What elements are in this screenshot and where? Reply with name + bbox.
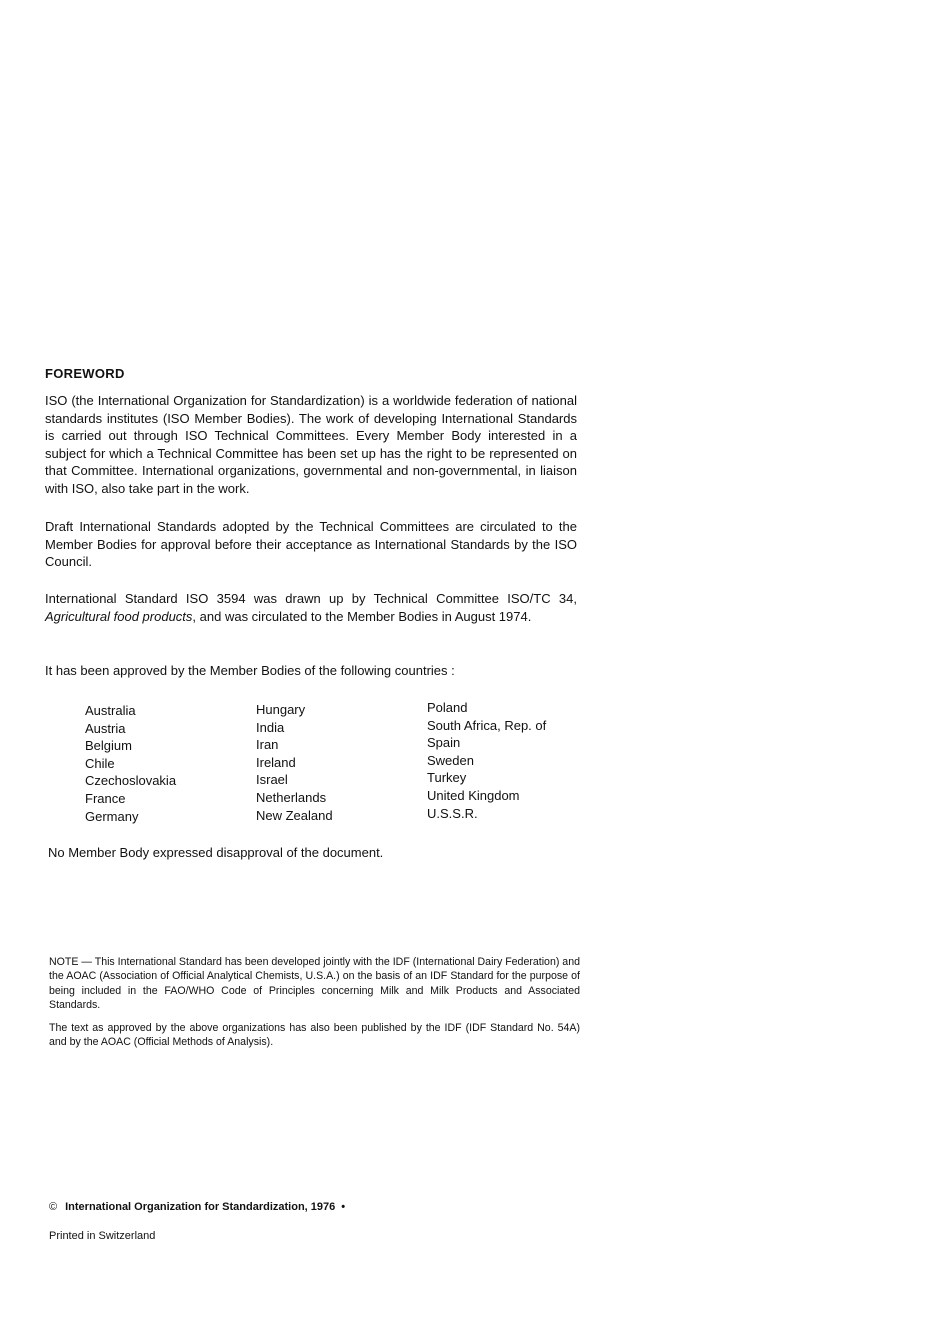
foreword-paragraph-no-disapproval: No Member Body expressed disapproval of the document. <box>48 845 384 860</box>
country-item: France <box>85 790 126 806</box>
committee-text-before: International Standard ISO 3594 was drawn up by Technical Committee ISO/TC 34, <box>45 591 577 606</box>
foreword-paragraph-iso: ISO (the International Organization for Standardization) is a worldwide federation of national standards institutes (ISO Member Bodies). The work of developing International Standards is carried out through ISO Technical Committees. Every Member Body interested in a subject for which a Technical Committee has been set up has the right to be represented on that Committee. International organizations, governmental and non-governmental, in liaison with ISO, also take part in the work. <box>45 393 577 496</box>
country-item: Sweden <box>427 752 474 768</box>
country-list-column-2 <box>256 701 333 824</box>
country-item: Austria <box>85 720 126 736</box>
country-item: Ireland <box>256 754 296 770</box>
country-item: Australia <box>85 703 136 718</box>
copyright-icon: © <box>49 1201 58 1213</box>
foreword-paragraph-committee <box>45 590 577 625</box>
country-item: Hungary <box>256 702 306 717</box>
country-item: Czechoslovakia <box>85 773 177 789</box>
country-item: U.S.S.R. <box>427 805 478 821</box>
country-item: Belgium <box>85 738 132 754</box>
country-item: United Kingdom <box>427 787 520 803</box>
country-item: Netherlands <box>256 789 327 805</box>
foreword-paragraph-approval: It has been approved by the Member Bodies of the following countries : <box>45 663 455 678</box>
copyright-line <box>49 1201 345 1213</box>
note-paragraph-joint-development: NOTE — This International Standard has been developed jointly with the IDF (International Dairy Federation) and the AOAC (Association of Official Analytical Chemists, U.S.A.) on the basis of an IDF Standard for the purpose of being included in the FAO/WHO Code of Principles concerning Milk and Milk Products and Associated Standards. <box>49 956 580 1011</box>
country-item: Chile <box>85 755 115 771</box>
foreword-paragraph-drafts: Draft International Standards adopted by the Technical Committees are circulated to the Member Bodies for approval before their acceptance as International Standards by the ISO Council. <box>45 519 577 570</box>
country-item: India <box>256 719 285 735</box>
country-item: Iran <box>256 737 279 753</box>
note-paragraph-publication: The text as approved by the above organizations has also been published by the IDF (IDF Standard No. 54A) and by the AOAC (Official Methods of Analysis). <box>49 1022 580 1049</box>
country-item: South Africa, Rep. of <box>427 717 547 733</box>
country-item: Germany <box>85 808 139 824</box>
country-item: Poland <box>427 700 468 715</box>
country-list-column-3 <box>427 699 546 822</box>
country-item: Turkey <box>427 770 467 786</box>
committee-title: Agricultural food products <box>45 608 193 624</box>
copyright-text: International Organization for Standardization, 1976 <box>65 1201 336 1213</box>
country-item: New Zealand <box>256 807 333 823</box>
bullet-icon: • <box>341 1201 346 1213</box>
country-item: Israel <box>256 772 288 788</box>
printed-in-line: Printed in Switzerland <box>49 1230 156 1242</box>
foreword-heading: FOREWORD <box>45 366 125 381</box>
committee-text-after: , and was circulated to the Member Bodies in August 1974. <box>192 608 532 624</box>
country-item: Spain <box>427 735 461 751</box>
country-list-column-1 <box>85 702 176 825</box>
